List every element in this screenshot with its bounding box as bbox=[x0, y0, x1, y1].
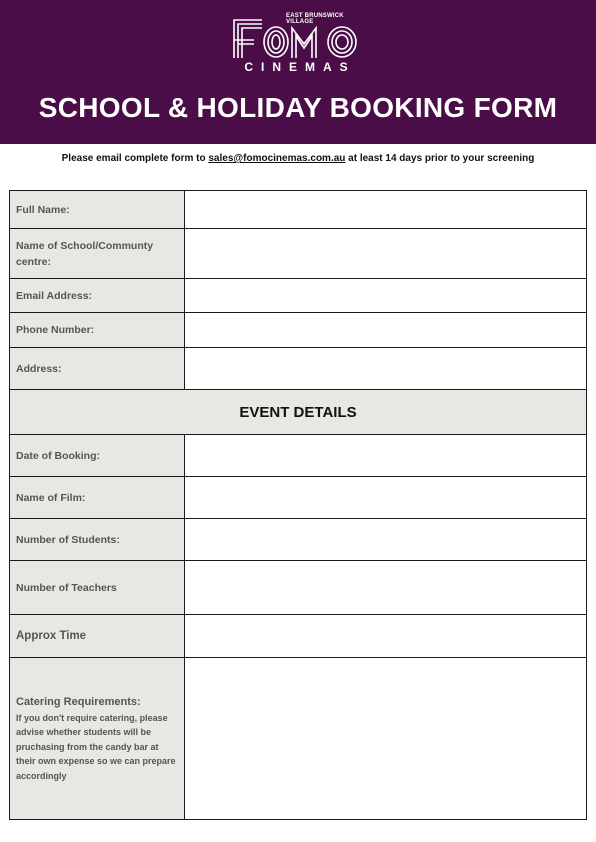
catering-note: If you don't require catering, please advise whether students will be pruchasing from the candy bar at their own expense so we can prepare accordingly bbox=[16, 712, 176, 781]
table-row bbox=[10, 191, 587, 229]
table-row bbox=[10, 561, 587, 615]
instructions-before: Please email complete form to bbox=[61, 153, 209, 164]
table-row bbox=[10, 279, 587, 313]
table-row bbox=[10, 477, 587, 519]
phone-field[interactable] bbox=[185, 313, 587, 348]
students-label: Number of Students: bbox=[10, 519, 185, 561]
event-details-heading: EVENT DETAILS bbox=[10, 390, 587, 435]
school-field[interactable] bbox=[185, 229, 587, 279]
date-label: Date of Booking: bbox=[10, 435, 185, 477]
catering-title: Catering Requirements: bbox=[16, 695, 141, 708]
email-link[interactable]: sales@fomocinemas.com.au bbox=[208, 153, 346, 164]
booking-form-table bbox=[9, 190, 587, 820]
brand-location: EAST BRUNSWICK VILLAGE bbox=[286, 13, 344, 25]
school-label: Name of School/Communty centre: bbox=[10, 229, 185, 279]
table-row bbox=[10, 390, 587, 435]
phone-label: Phone Number: bbox=[10, 313, 185, 348]
film-label: Name of Film: bbox=[10, 477, 185, 519]
date-field[interactable] bbox=[185, 435, 587, 477]
address-field[interactable] bbox=[185, 348, 587, 390]
table-row bbox=[10, 519, 587, 561]
teachers-field[interactable] bbox=[185, 561, 587, 615]
instructions-after: at least 14 days prior to your screening bbox=[345, 153, 535, 164]
students-field[interactable] bbox=[185, 519, 587, 561]
table-row bbox=[10, 658, 587, 820]
brand-subtitle: CINEMAS bbox=[244, 60, 356, 74]
header-banner bbox=[0, 0, 596, 144]
table-row bbox=[10, 229, 587, 279]
film-field[interactable] bbox=[185, 477, 587, 519]
full-name-field[interactable] bbox=[185, 191, 587, 229]
table-row bbox=[10, 615, 587, 658]
full-name-label: Full Name: bbox=[10, 191, 185, 229]
catering-label bbox=[10, 658, 185, 820]
time-field[interactable] bbox=[185, 615, 587, 658]
email-label: Email Address: bbox=[10, 279, 185, 313]
teachers-label: Number of Teachers bbox=[10, 561, 185, 615]
table-row bbox=[10, 313, 587, 348]
email-field[interactable] bbox=[185, 279, 587, 313]
instructions bbox=[0, 153, 596, 164]
catering-field[interactable] bbox=[185, 658, 587, 820]
table-row bbox=[10, 348, 587, 390]
table-row bbox=[10, 435, 587, 477]
page-title: SCHOOL & HOLIDAY BOOKING FORM bbox=[38, 92, 558, 123]
time-label: Approx Time bbox=[10, 615, 185, 658]
address-label: Address: bbox=[10, 348, 185, 390]
